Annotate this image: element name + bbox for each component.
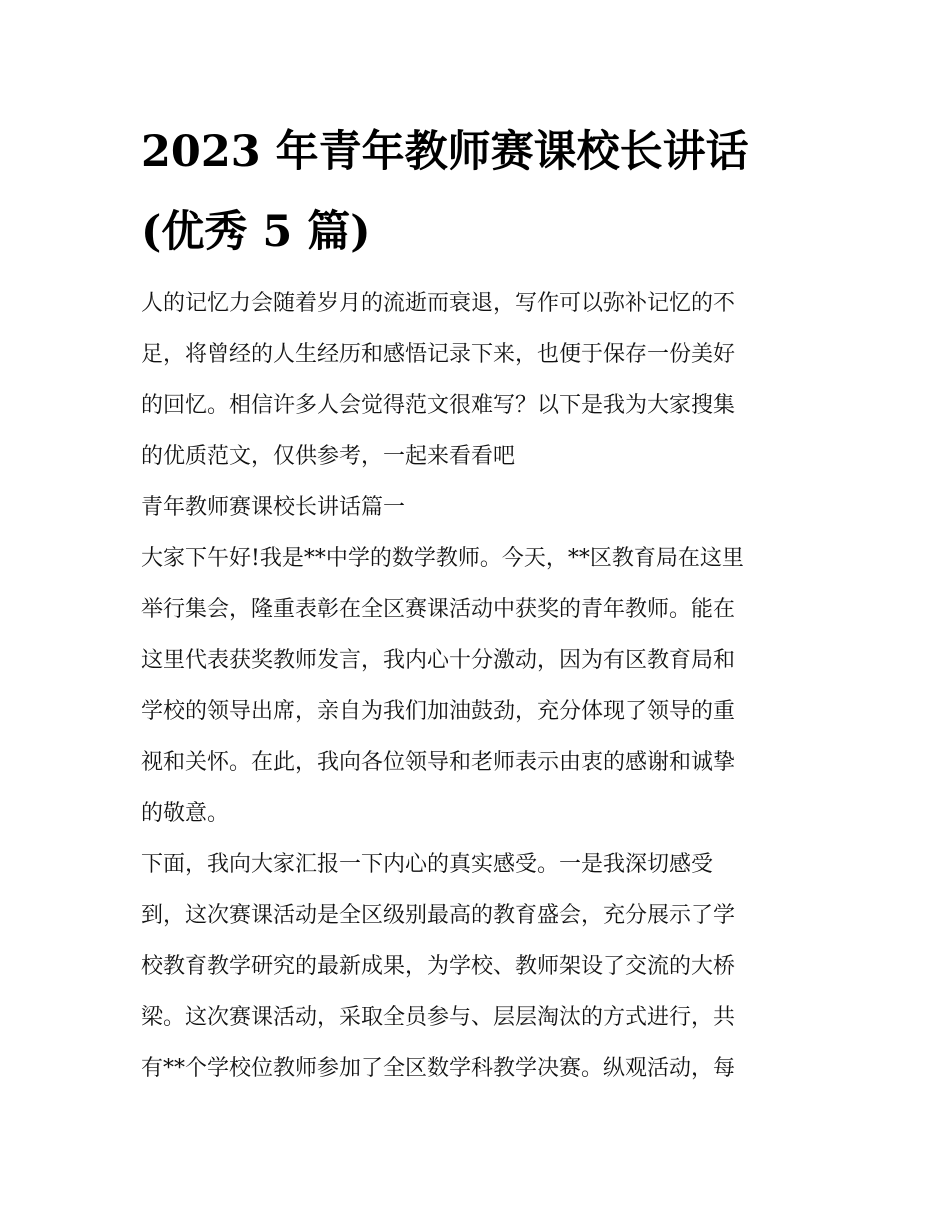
section-heading-text: 青年教师赛课校长讲话篇一 bbox=[141, 495, 406, 520]
text-line: 的优质范文，仅供参考，一起来看看吧 bbox=[141, 444, 516, 469]
text-line: 学校的领导出席，亲自为我们加油鼓劲，充分体现了领导的重 bbox=[141, 699, 736, 724]
text-line: 这里代表获奖教师发言，我内心十分激动，因为有区教育局和 bbox=[141, 648, 736, 673]
text-line: 大家下午好!我是**中学的数学教师。今天，**区教育局在这里 bbox=[141, 546, 744, 571]
document-body bbox=[141, 278, 817, 1094]
speech-paragraph-2 bbox=[141, 839, 817, 1094]
intro-paragraph bbox=[141, 278, 817, 482]
title-line-2: (优秀 5 篇) bbox=[141, 207, 371, 257]
text-line: 视和关怀。在此，我向各位领导和老师表示由衷的感谢和诚挚 bbox=[141, 750, 736, 775]
text-line: 举行集会，隆重表彰在全区赛课活动中获奖的青年教师。能在 bbox=[141, 597, 736, 622]
document-content bbox=[141, 112, 817, 1094]
text-line: 到，这次赛课活动是全区级别最高的教育盛会，充分展示了学 bbox=[141, 903, 736, 928]
title-line-1: 2023 年青年教师赛课校长讲话 bbox=[141, 127, 749, 177]
text-line: 足，将曾经的人生经历和感悟记录下来，也便于保存一份美好 bbox=[141, 342, 736, 367]
text-line: 的回忆。相信许多人会觉得范文很难写？以下是我为大家搜集 bbox=[141, 393, 736, 418]
text-line: 的敬意。 bbox=[141, 801, 230, 826]
document-title bbox=[141, 112, 817, 272]
text-line: 人的记忆力会随着岁月的流逝而衰退，写作可以弥补记忆的不 bbox=[141, 291, 736, 316]
text-line: 下面，我向大家汇报一下内心的真实感受。一是我深切感受 bbox=[141, 852, 714, 877]
text-line: 梁。这次赛课活动，采取全员参与、层层淘汰的方式进行，共 bbox=[141, 1005, 736, 1030]
text-line: 有**个学校位教师参加了全区数学科教学决赛。纵观活动，每 bbox=[141, 1056, 736, 1081]
section-heading bbox=[141, 482, 817, 533]
speech-paragraph-1 bbox=[141, 533, 817, 839]
text-line: 校教育教学研究的最新成果，为学校、教师架设了交流的大桥 bbox=[141, 954, 736, 979]
